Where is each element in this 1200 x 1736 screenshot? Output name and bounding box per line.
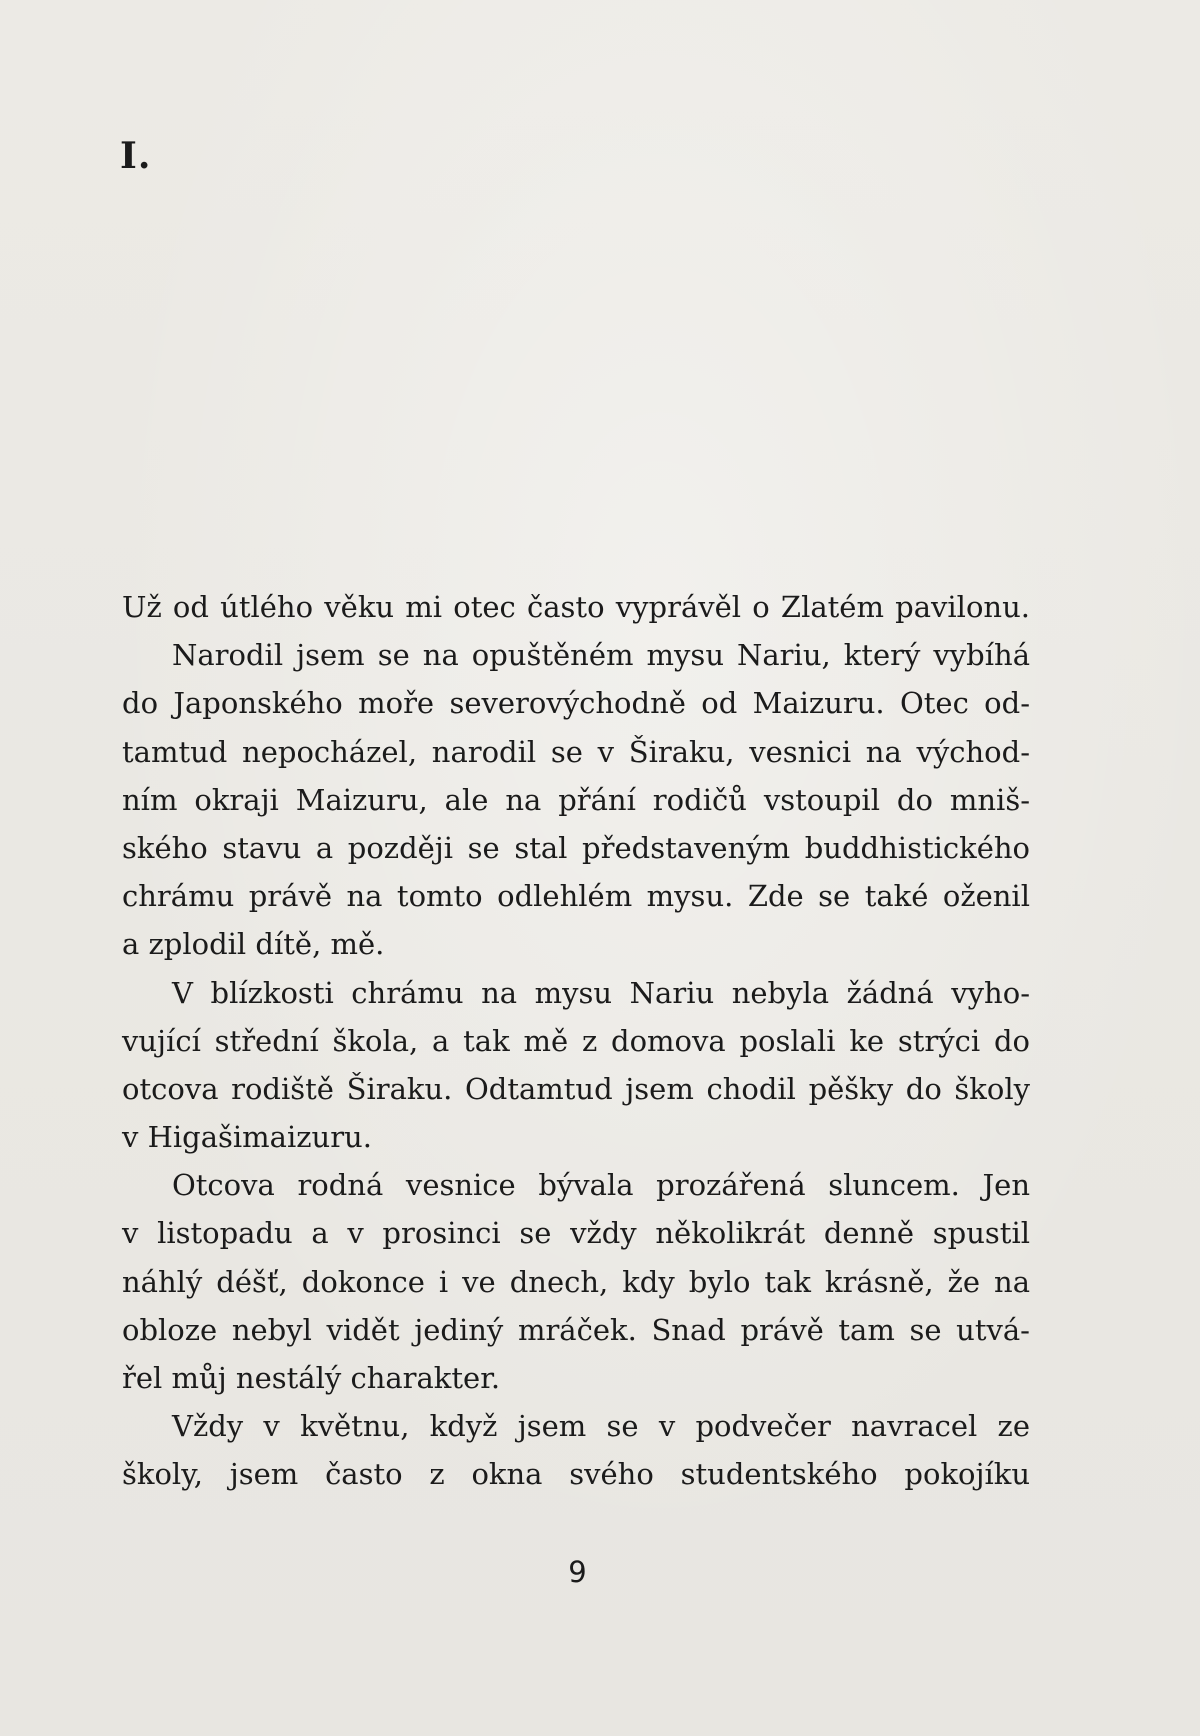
- text-line: ského stavu a později se stal představeným buddhistického: [122, 830, 1030, 865]
- text-line: v Higašimaizuru.: [122, 1120, 372, 1155]
- text-line: obloze nebyl vidět jediný mráček. Snad právě tam se utvá-: [122, 1312, 1030, 1347]
- text-line: náhlý déšť, dokonce i ve dnech, kdy bylo tak krásně, že na: [122, 1264, 1030, 1299]
- text-line: v listopadu a v prosinci se vždy několikrát denně spustil: [122, 1216, 1030, 1251]
- text-line: do Japonského moře severovýchodně od Maizuru. Otec od-: [122, 686, 1030, 721]
- text-line: tamtud nepocházel, narodil se v Širaku, vesnici na východ-: [122, 734, 1030, 769]
- text-line: školy, jsem často z okna svého studentského pokojíku: [122, 1457, 1030, 1492]
- text-line: řel můj nestálý charakter.: [122, 1361, 501, 1395]
- text-line: a zplodil dítě, mě.: [122, 927, 385, 962]
- text-line: ním okraji Maizuru, ale na přání rodičů vstoupil do mniš-: [122, 782, 1030, 817]
- text-line: Otcova rodná vesnice bývala prozářená sluncem. Jen: [172, 1168, 1030, 1203]
- page-number: 9: [568, 1555, 587, 1589]
- chapter-heading: I.: [120, 135, 152, 177]
- text-line: Narodil jsem se na opuštěném mysu Nariu, který vybíhá: [172, 638, 1030, 673]
- text-line: V blízkosti chrámu na mysu Nariu nebyla žádná vyho-: [172, 975, 1030, 1010]
- text-line: Vždy v květnu, když jsem se v podvečer navracel ze: [172, 1409, 1030, 1444]
- text-line: Už od útlého věku mi otec často vyprávěl o Zlatém pavilonu.: [122, 590, 1030, 624]
- text-line: chrámu právě na tomto odlehlém mysu. Zde se také oženil: [122, 879, 1030, 914]
- text-line: vující střední škola, a tak mě z domova poslali ke strýci do: [122, 1023, 1030, 1058]
- body-text: [122, 583, 1030, 1499]
- text-line: otcova rodiště Širaku. Odtamtud jsem chodil pěšky do školy: [122, 1071, 1030, 1106]
